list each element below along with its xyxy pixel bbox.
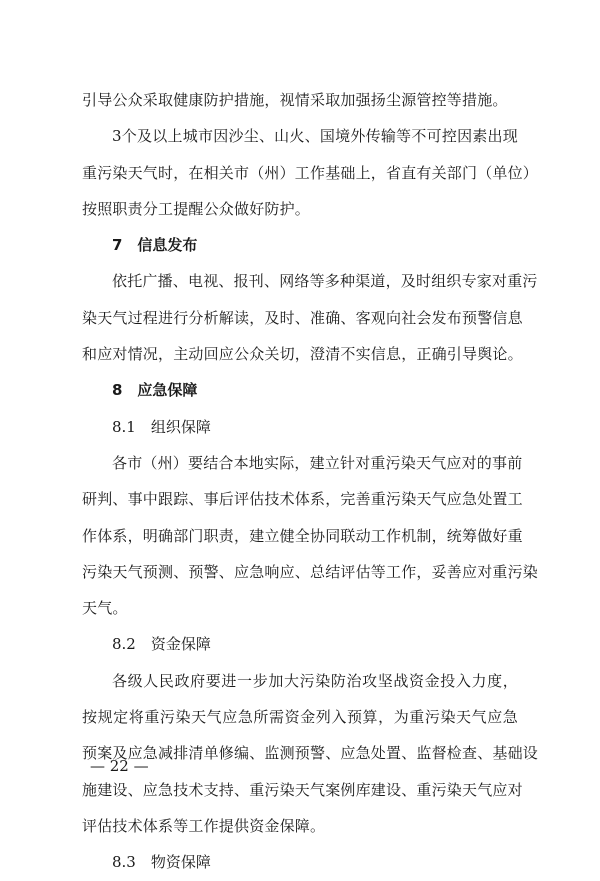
body-line: 依托广播、电视、报刊、网络等多种渠道，及时组织专家对重污 (112, 272, 538, 291)
body-line: 引导公众采取健康防护措施，视情采取加强扬尘源管控等措施。 (82, 91, 508, 109)
body-line: 按照职责分工提醒公众做好防护。 (82, 199, 311, 218)
body-line: 3个及以上城市因沙尘、山火、国境外传输等不可控因素出现 (112, 127, 518, 146)
subsection-heading-8-3: 8.3 物资保障 (112, 853, 211, 872)
body-line: 污染天气预测、预警、应急响应、总结评估等工作，妥善应对重污染 (82, 562, 539, 581)
section-heading-7: 7 信息发布 (112, 236, 198, 255)
section-heading-8: 8 应急保障 (112, 381, 198, 400)
subsection-heading-8-1: 8.1 组织保障 (112, 417, 211, 436)
body-line: 作体系，明确部门职责，建立健全协同联动工作机制，统筹做好重 (82, 526, 523, 545)
body-line: 各级人民政府要进一步加大污染防治攻坚战资金投入力度， (112, 671, 518, 690)
body-line: 预案及应急减排清单修编、监测预警、应急处置、监督检查、基础设 (82, 744, 539, 763)
body-line: 施建设、应急技术支持、重污染天气案例库建设、重污染天气应对 (82, 780, 523, 799)
body-line: 研判、事中跟踪、事后评估技术体系，完善重污染天气应急处置工 (82, 490, 523, 509)
body-line: 重污染天气时，在相关市（州）工作基础上，省直有关部门（单位） (82, 163, 539, 182)
body-line: 评估技术体系等工作提供资金保障。 (82, 816, 326, 835)
body-line: 各市（州）要结合本地实际，建立针对重污染天气应对的事前 (112, 453, 523, 472)
body-line: 染天气过程进行分析解读，及时、准确、客观向社会发布预警信息 (82, 308, 523, 327)
body-line: 和应对情况，主动回应公众关切，澄清不实信息，正确引导舆论。 (82, 345, 523, 364)
body-line: 天气。 (82, 599, 128, 618)
page-number: — 22 — (90, 757, 149, 775)
body-line: 按规定将重污染天气应急所需资金列入预算，为重污染天气应急 (82, 708, 518, 727)
subsection-heading-8-2: 8.2 资金保障 (112, 635, 211, 654)
